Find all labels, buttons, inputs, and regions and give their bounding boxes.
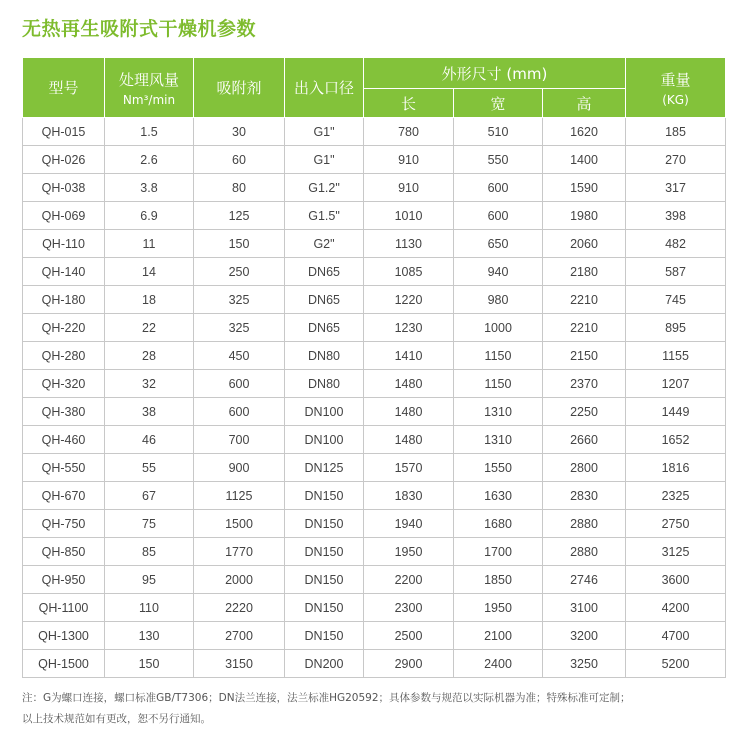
cell-flow: 1.5 xyxy=(105,118,194,146)
cell-height: 2180 xyxy=(543,258,626,286)
cell-flow: 85 xyxy=(105,538,194,566)
cell-length: 1410 xyxy=(364,342,454,370)
table-row xyxy=(23,314,726,342)
cell-port: DN150 xyxy=(285,594,364,622)
cell-length: 1480 xyxy=(364,426,454,454)
cell-port: G1" xyxy=(285,146,364,174)
cell-flow: 46 xyxy=(105,426,194,454)
header-weight-label: 重量 xyxy=(660,70,691,89)
cell-height: 2060 xyxy=(543,230,626,258)
cell-flow: 55 xyxy=(105,454,194,482)
table-row xyxy=(23,650,726,678)
header-height: 高 xyxy=(543,89,626,118)
cell-model: QH-950 xyxy=(23,566,105,594)
cell-length: 1220 xyxy=(364,286,454,314)
cell-adsorbent: 2000 xyxy=(194,566,285,594)
cell-port: DN100 xyxy=(285,398,364,426)
cell-model: QH-380 xyxy=(23,398,105,426)
header-flow-label: 处理风量 xyxy=(118,70,179,89)
cell-width: 1150 xyxy=(454,370,543,398)
cell-height: 2660 xyxy=(543,426,626,454)
cell-weight: 1207 xyxy=(626,370,726,398)
cell-port: DN200 xyxy=(285,650,364,678)
cell-length: 1130 xyxy=(364,230,454,258)
cell-port: DN80 xyxy=(285,370,364,398)
cell-weight: 587 xyxy=(626,258,726,286)
cell-port: DN65 xyxy=(285,258,364,286)
cell-height: 2880 xyxy=(543,538,626,566)
cell-weight: 317 xyxy=(626,174,726,202)
table-row xyxy=(23,566,726,594)
cell-width: 550 xyxy=(454,146,543,174)
cell-model: QH-280 xyxy=(23,342,105,370)
cell-model: QH-220 xyxy=(23,314,105,342)
table-row xyxy=(23,594,726,622)
cell-model: QH-140 xyxy=(23,258,105,286)
cell-height: 1590 xyxy=(543,174,626,202)
spec-table xyxy=(22,57,726,678)
cell-length: 2500 xyxy=(364,622,454,650)
header-flow-unit: Nm³/min xyxy=(122,92,176,107)
cell-adsorbent: 325 xyxy=(194,314,285,342)
cell-width: 1310 xyxy=(454,398,543,426)
cell-port: DN65 xyxy=(285,314,364,342)
cell-adsorbent: 325 xyxy=(194,286,285,314)
cell-length: 1010 xyxy=(364,202,454,230)
cell-port: G2" xyxy=(285,230,364,258)
cell-model: QH-460 xyxy=(23,426,105,454)
cell-model: QH-850 xyxy=(23,538,105,566)
cell-adsorbent: 600 xyxy=(194,398,285,426)
cell-weight: 398 xyxy=(626,202,726,230)
cell-port: G1.2" xyxy=(285,174,364,202)
cell-length: 1830 xyxy=(364,482,454,510)
table-row xyxy=(23,174,726,202)
cell-length: 1570 xyxy=(364,454,454,482)
cell-adsorbent: 700 xyxy=(194,426,285,454)
cell-height: 2210 xyxy=(543,286,626,314)
table-row xyxy=(23,510,726,538)
cell-height: 2746 xyxy=(543,566,626,594)
cell-adsorbent: 3150 xyxy=(194,650,285,678)
cell-width: 1630 xyxy=(454,482,543,510)
cell-height: 1980 xyxy=(543,202,626,230)
cell-length: 910 xyxy=(364,146,454,174)
cell-width: 1000 xyxy=(454,314,543,342)
cell-width: 1310 xyxy=(454,426,543,454)
cell-model: QH-026 xyxy=(23,146,105,174)
cell-height: 2250 xyxy=(543,398,626,426)
footnote-disclaimer: 以上技术规范如有更改，恕不另行通知。 xyxy=(22,713,211,725)
cell-flow: 110 xyxy=(105,594,194,622)
cell-adsorbent: 1125 xyxy=(194,482,285,510)
cell-weight: 3600 xyxy=(626,566,726,594)
cell-adsorbent: 30 xyxy=(194,118,285,146)
cell-length: 2300 xyxy=(364,594,454,622)
cell-adsorbent: 125 xyxy=(194,202,285,230)
cell-weight: 3125 xyxy=(626,538,726,566)
cell-weight: 1816 xyxy=(626,454,726,482)
footnote-standards: 注：G为螺口连接，螺口标准GB/T7306；DN法兰连接，法兰标准HG20592；具体参数与规范以实际机器为准；特殊标准可定制； xyxy=(22,692,631,704)
cell-weight: 895 xyxy=(626,314,726,342)
header-adsorbent: 吸附剂 xyxy=(194,58,285,118)
cell-width: 1680 xyxy=(454,510,543,538)
cell-flow: 2.6 xyxy=(105,146,194,174)
cell-weight: 2325 xyxy=(626,482,726,510)
cell-width: 650 xyxy=(454,230,543,258)
cell-port: DN150 xyxy=(285,622,364,650)
table-row xyxy=(23,426,726,454)
cell-model: QH-670 xyxy=(23,482,105,510)
table-row xyxy=(23,118,726,146)
cell-weight: 270 xyxy=(626,146,726,174)
cell-model: QH-320 xyxy=(23,370,105,398)
table-row xyxy=(23,286,726,314)
header-model: 型号 xyxy=(23,58,105,118)
cell-flow: 32 xyxy=(105,370,194,398)
cell-length: 1940 xyxy=(364,510,454,538)
cell-flow: 6.9 xyxy=(105,202,194,230)
table-row xyxy=(23,482,726,510)
cell-weight: 482 xyxy=(626,230,726,258)
cell-height: 2830 xyxy=(543,482,626,510)
cell-port: DN150 xyxy=(285,510,364,538)
cell-port: G1.5" xyxy=(285,202,364,230)
cell-flow: 18 xyxy=(105,286,194,314)
cell-flow: 75 xyxy=(105,510,194,538)
cell-port: DN125 xyxy=(285,454,364,482)
cell-adsorbent: 1770 xyxy=(194,538,285,566)
cell-flow: 11 xyxy=(105,230,194,258)
cell-model: QH-750 xyxy=(23,510,105,538)
cell-weight: 4700 xyxy=(626,622,726,650)
cell-height: 1620 xyxy=(543,118,626,146)
cell-flow: 150 xyxy=(105,650,194,678)
table-row xyxy=(23,538,726,566)
header-row xyxy=(23,58,726,89)
cell-weight: 1155 xyxy=(626,342,726,370)
cell-height: 2880 xyxy=(543,510,626,538)
cell-weight: 185 xyxy=(626,118,726,146)
cell-adsorbent: 80 xyxy=(194,174,285,202)
cell-model: QH-038 xyxy=(23,174,105,202)
cell-model: QH-069 xyxy=(23,202,105,230)
cell-port: DN100 xyxy=(285,426,364,454)
cell-length: 2900 xyxy=(364,650,454,678)
cell-flow: 38 xyxy=(105,398,194,426)
cell-width: 1950 xyxy=(454,594,543,622)
cell-adsorbent: 60 xyxy=(194,146,285,174)
cell-flow: 67 xyxy=(105,482,194,510)
cell-height: 3200 xyxy=(543,622,626,650)
cell-length: 2200 xyxy=(364,566,454,594)
cell-flow: 14 xyxy=(105,258,194,286)
cell-height: 2210 xyxy=(543,314,626,342)
cell-adsorbent: 250 xyxy=(194,258,285,286)
cell-adsorbent: 2700 xyxy=(194,622,285,650)
cell-height: 2150 xyxy=(543,342,626,370)
cell-height: 2370 xyxy=(543,370,626,398)
table-row xyxy=(23,622,726,650)
cell-height: 3250 xyxy=(543,650,626,678)
cell-flow: 28 xyxy=(105,342,194,370)
cell-width: 2400 xyxy=(454,650,543,678)
table-row xyxy=(23,258,726,286)
cell-port: DN150 xyxy=(285,482,364,510)
cell-length: 780 xyxy=(364,118,454,146)
table-row xyxy=(23,146,726,174)
cell-adsorbent: 2220 xyxy=(194,594,285,622)
cell-width: 1150 xyxy=(454,342,543,370)
header-weight xyxy=(626,58,726,118)
header-length: 长 xyxy=(364,89,454,118)
cell-length: 1085 xyxy=(364,258,454,286)
cell-width: 600 xyxy=(454,174,543,202)
cell-flow: 130 xyxy=(105,622,194,650)
cell-weight: 5200 xyxy=(626,650,726,678)
table-row xyxy=(23,454,726,482)
cell-adsorbent: 150 xyxy=(194,230,285,258)
cell-width: 980 xyxy=(454,286,543,314)
cell-model: QH-015 xyxy=(23,118,105,146)
cell-weight: 4200 xyxy=(626,594,726,622)
cell-model: QH-1100 xyxy=(23,594,105,622)
cell-height: 3100 xyxy=(543,594,626,622)
cell-model: QH-550 xyxy=(23,454,105,482)
cell-width: 1700 xyxy=(454,538,543,566)
cell-weight: 1652 xyxy=(626,426,726,454)
cell-model: QH-1500 xyxy=(23,650,105,678)
cell-width: 600 xyxy=(454,202,543,230)
page-title: 无热再生吸附式干燥机参数 xyxy=(22,18,257,40)
cell-port: DN150 xyxy=(285,538,364,566)
cell-width: 2100 xyxy=(454,622,543,650)
cell-width: 940 xyxy=(454,258,543,286)
cell-width: 510 xyxy=(454,118,543,146)
header-port: 出入口径 xyxy=(285,58,364,118)
header-width: 宽 xyxy=(454,89,543,118)
cell-port: DN150 xyxy=(285,566,364,594)
header-flow xyxy=(105,58,194,118)
cell-width: 1550 xyxy=(454,454,543,482)
cell-port: G1" xyxy=(285,118,364,146)
table-row xyxy=(23,342,726,370)
cell-length: 1950 xyxy=(364,538,454,566)
cell-adsorbent: 450 xyxy=(194,342,285,370)
table-row xyxy=(23,370,726,398)
cell-port: DN80 xyxy=(285,342,364,370)
cell-weight: 2750 xyxy=(626,510,726,538)
table-row xyxy=(23,398,726,426)
cell-port: DN65 xyxy=(285,286,364,314)
cell-length: 1480 xyxy=(364,370,454,398)
cell-weight: 1449 xyxy=(626,398,726,426)
cell-length: 1230 xyxy=(364,314,454,342)
cell-height: 2800 xyxy=(543,454,626,482)
cell-adsorbent: 1500 xyxy=(194,510,285,538)
cell-adsorbent: 900 xyxy=(194,454,285,482)
cell-length: 1480 xyxy=(364,398,454,426)
spec-table-body xyxy=(23,118,726,678)
cell-adsorbent: 600 xyxy=(194,370,285,398)
table-row xyxy=(23,202,726,230)
cell-flow: 22 xyxy=(105,314,194,342)
cell-model: QH-180 xyxy=(23,286,105,314)
cell-flow: 95 xyxy=(105,566,194,594)
cell-model: QH-1300 xyxy=(23,622,105,650)
header-dims: 外形尺寸 (mm) xyxy=(364,58,626,89)
cell-model: QH-110 xyxy=(23,230,105,258)
cell-length: 910 xyxy=(364,174,454,202)
header-weight-unit: (KG) xyxy=(662,92,689,107)
cell-width: 1850 xyxy=(454,566,543,594)
cell-height: 1400 xyxy=(543,146,626,174)
cell-flow: 3.8 xyxy=(105,174,194,202)
table-row xyxy=(23,230,726,258)
cell-weight: 745 xyxy=(626,286,726,314)
